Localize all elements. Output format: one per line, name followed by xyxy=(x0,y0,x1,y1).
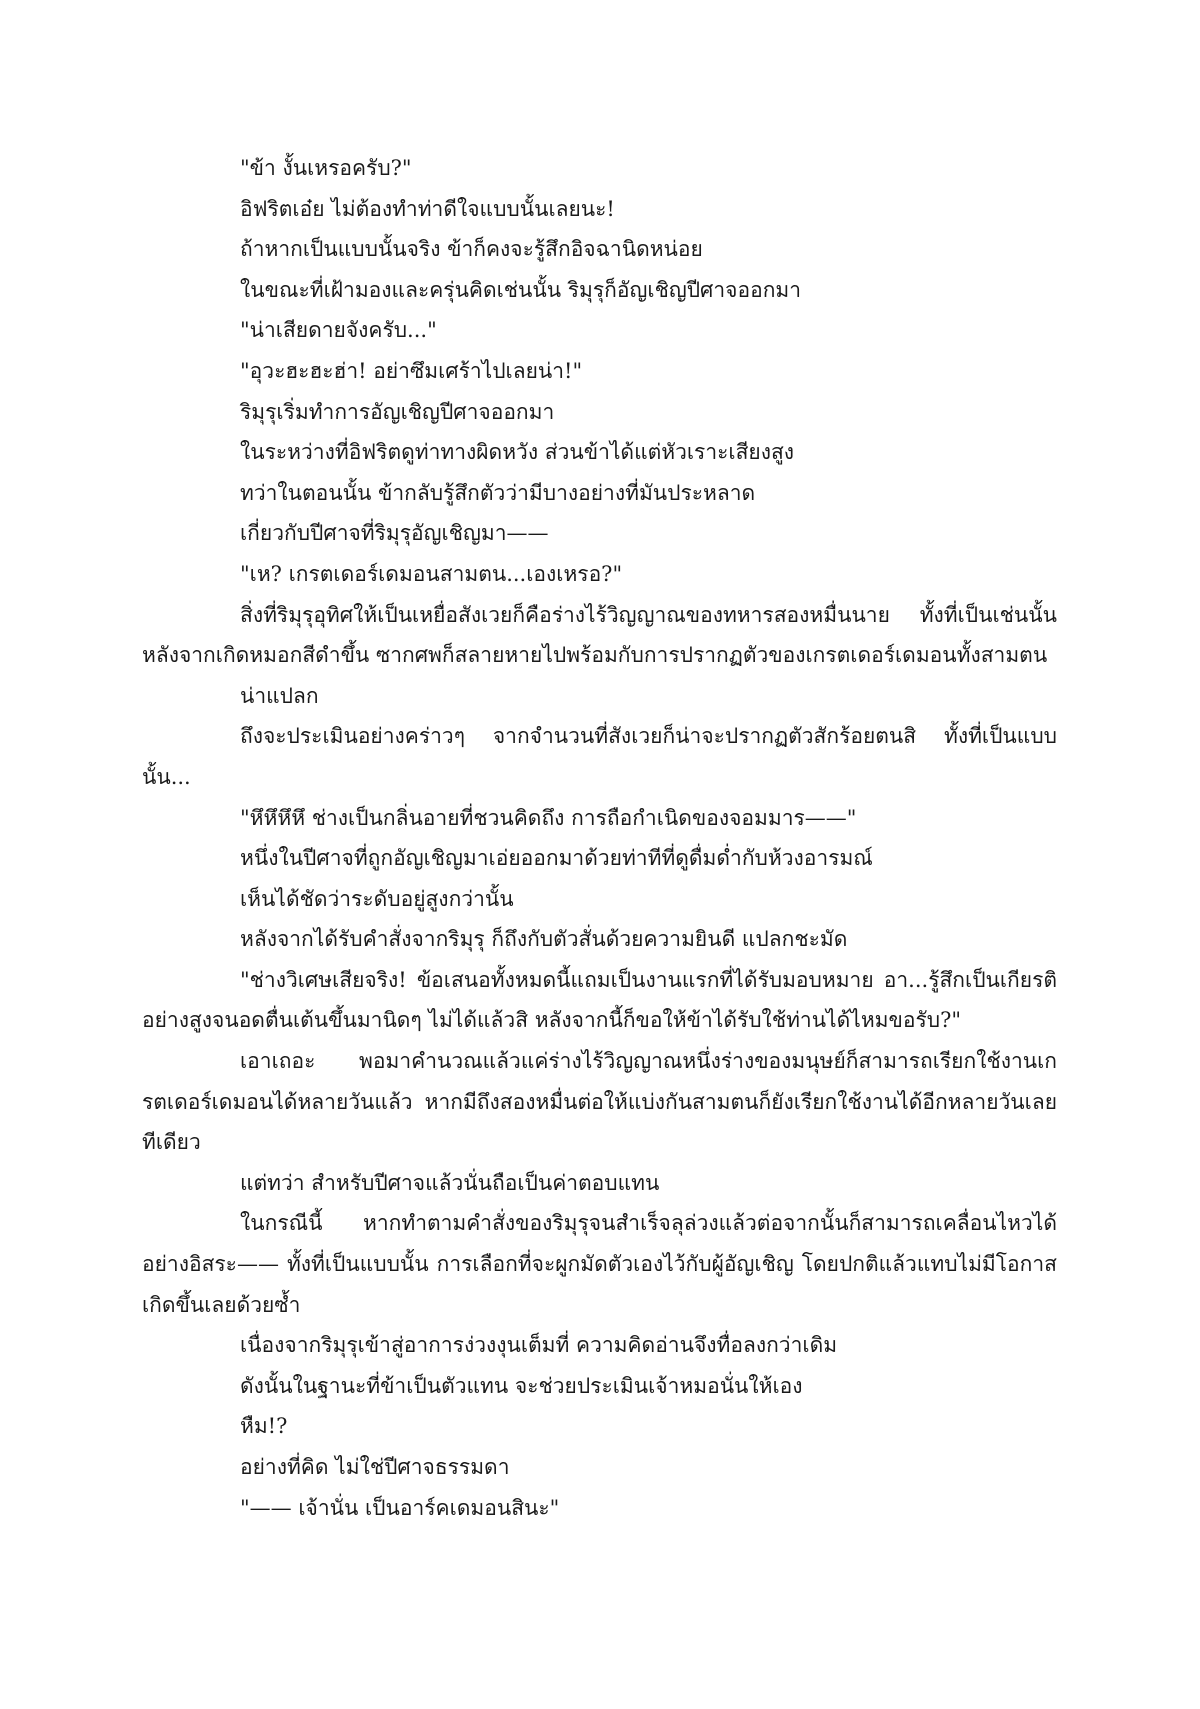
paragraph: เอาเถอะ พอมาคำนวณแล้วแค่ร่างไร้วิญญาณหนึ่งร่างของมนุษย์ก็สามารถเรียกใช้งานเกรตเดอร์เดมอนได้หลายวันแล้ว หากมีถึงสองหมื่นต่อให้แบ่งกันสามตนก็ยังเรียกใช้งานได้อีกหลายวันเลยทีเดียว xyxy=(142,1049,1057,1155)
paragraph: "อุวะฮะฮะฮ่า! อย่าซึมเศร้าไปเลยน่า!" xyxy=(240,358,583,383)
paragraph: แต่ทว่า สำหรับปีศาจแล้วนั่นถือเป็นค่าตอบแทน xyxy=(240,1170,660,1195)
paragraph: เนื่องจากริมุรุเข้าสู่อาการง่วงงุนเต็มที่ ความคิดอ่านจึงทื่อลงกว่าเดิม xyxy=(240,1333,838,1358)
paragraph: เห็นได้ชัดว่าระดับอยู่สูงกว่านั้น xyxy=(240,886,514,911)
paragraph: น่าแปลก xyxy=(240,683,319,708)
paragraph: "หึหึหึหึ ช่างเป็นกลิ่นอายที่ชวนคิดถึง การถือกำเนิดของจอมมาร——" xyxy=(240,805,857,830)
paragraph: "ข้า งั้นเหรอครับ?" xyxy=(240,156,412,180)
paragraph: ในขณะที่เฝ้ามองและครุ่นคิดเช่นนั้น ริมุรุก็อัญเชิญปีศาจออกมา xyxy=(240,277,802,302)
paragraph: ทว่าในตอนนั้น ข้ากลับรู้สึกตัวว่ามีบางอย่างที่มันประหลาด xyxy=(240,480,756,505)
body-text xyxy=(142,148,1057,1528)
paragraph: อย่างที่คิด ไม่ใช่ปีศาจธรรมดา xyxy=(240,1455,510,1479)
paragraph: ถ้าหากเป็นแบบนั้นจริง ข้าก็คงจะรู้สึกอิจฉานิดหน่อย xyxy=(240,237,703,262)
paragraph: สิ่งที่ริมุรุอุทิศให้เป็นเหยื่อสังเวยก็คือร่างไร้วิญญาณของทหารสองหมื่นนาย ทั้งที่เป็นเช่นนั้น หลังจากเกิดหมอกสีดำขึ้น ซากศพก็สลายหายไปพร้อมกับการปรากฏตัวของเกรตเดอร์เดมอนทั้งสามตน xyxy=(142,602,1057,668)
paragraph: ในระหว่างที่อิฟริตดูท่าทางผิดหวัง ส่วนข้าได้แต่หัวเราะเสียงสูง xyxy=(240,440,795,465)
paragraph: "น่าเสียดายจังครับ..." xyxy=(240,318,437,343)
paragraph: ริมุรุเริ่มทำการอัญเชิญปีศาจออกมา xyxy=(240,399,555,424)
paragraph: "ช่างวิเศษเสียจริง! ข้อเสนอทั้งหมดนี้แถมเป็นงานแรกที่ได้รับมอบหมาย อา...รู้สึกเป็นเกียรติอย่างสูงจนอดตื่นเต้นขึ้นมานิดๆ ไม่ได้แล้วสิ หลังจากนี้ก็ขอให้ข้าได้รับใช้ท่านได้ไหมขอรับ?" xyxy=(142,967,1057,1033)
paragraph: "—— เจ้านั่น เป็นอาร์คเดมอนสินะ" xyxy=(240,1495,560,1520)
paragraph: หลังจากได้รับคำสั่งจากริมุรุ ก็ถึงกับตัวสั่นด้วยความยินดี แปลกชะมัด xyxy=(240,927,848,952)
paragraph: ถึงจะประเมินอย่างคร่าวๆ จากจำนวนที่สังเวยก็น่าจะปรากฏตัวสักร้อยตนสิ ทั้งที่เป็นแบบนั้น... xyxy=(142,724,1057,789)
paragraph: หืม!? xyxy=(240,1414,288,1439)
paragraph: ดังนั้นในฐานะที่ข้าเป็นตัวแทน จะช่วยประเมินเจ้าหมอนั่นให้เอง xyxy=(240,1373,803,1398)
paragraph: อิฟริตเอ๋ย ไม่ต้องทำท่าดีใจแบบนั้นเลยนะ! xyxy=(240,196,615,221)
paragraph: หนึ่งในปีศาจที่ถูกอัญเชิญมาเอ่ยออกมาด้วยท่าทีที่ดูดื่มด่ำกับห้วงอารมณ์ xyxy=(240,846,873,871)
paragraph: "เห? เกรตเดอร์เดมอนสามตน...เองเหรอ?" xyxy=(240,561,623,586)
paragraph: ในกรณีนี้ หากทำตามคำสั่งของริมุรุจนสำเร็จลุล่วงแล้วต่อจากนั้นก็สามารถเคลื่อนไหวได้อย่างอิสระ—— ทั้งที่เป็นแบบนั้น การเลือกที่จะผูกมัดตัวเองไว้กับผู้อัญเชิญ โดยปกติแล้วแทบไม่มีโอกาสเกิดขึ้นเลยด้วยซ้ำ xyxy=(142,1211,1057,1317)
paragraph: เกี่ยวกับปีศาจที่ริมุรุอัญเชิญมา—— xyxy=(240,521,549,546)
